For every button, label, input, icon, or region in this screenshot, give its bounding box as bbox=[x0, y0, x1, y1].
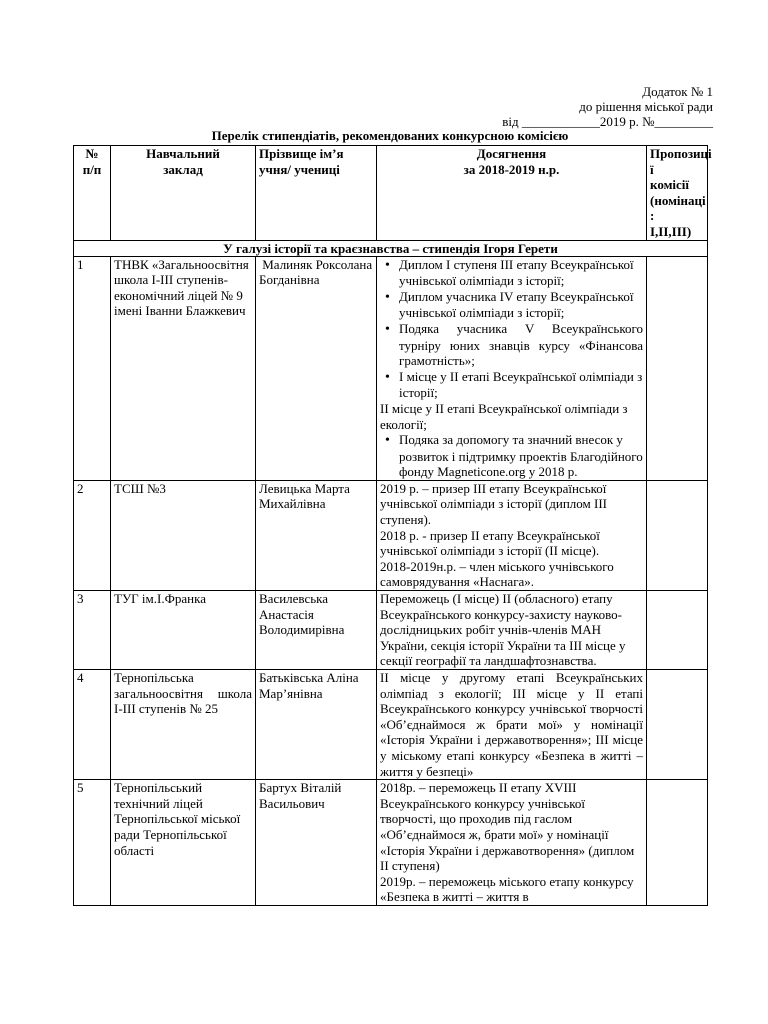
row-number: 4 bbox=[74, 670, 111, 780]
achievement-item: 2018р. – переможець ІІ етапу XVIII Всеукраїнського конкурсу учнівської творчості, що проходив під гаслом «Об’єднаймося ж, брати мої» у номінації «Історія України і державотворення» (диплом ІІ ступеня) bbox=[380, 780, 635, 874]
achievements-cell: ІІ місце у другому етапі Всеукраїнських олімпіад з екології; ІІІ місце у ІІ етапі Всеукраїнського конкурсу учнівської творчості «Об’єднаймося ж брати мої» у номінації «Історія України і державотворення»; ІІІ місце у міському етапі конкурсу «Безпека в житті – життя у безпеці» bbox=[377, 670, 647, 780]
col-header-proposal: Пропозиці ї комісії (номінаці : І,ІІ,ІІІ) bbox=[647, 146, 708, 241]
table-row bbox=[74, 780, 708, 906]
achievement-item: 2019 р. – призер ІІІ етапу Всеукраїнської учнівської олімпіади з історії (диплом ІІІ ступеня). bbox=[380, 480, 608, 528]
achievements-cell bbox=[377, 256, 647, 480]
student-name-cell: Малиняк Роксолана Богданівна bbox=[256, 256, 377, 480]
achievements-cell bbox=[377, 780, 647, 906]
col-header-school: Навчальний заклад bbox=[111, 146, 256, 241]
table-row bbox=[74, 256, 708, 480]
achievement-item: • Подяка за допомогу та значний внесок у розвиток і підтримку проектів Благодійного фонду Magneticone.org у 2018 р. bbox=[380, 432, 643, 480]
scholarship-table bbox=[73, 145, 712, 906]
section-row bbox=[74, 240, 708, 256]
table-row bbox=[74, 480, 708, 590]
date-number-line: від ____________2019 р. №_________ bbox=[502, 114, 713, 129]
table-row bbox=[74, 591, 708, 670]
section-title: У галузі історії та краєзнавства – стипендія Ігоря Герети bbox=[74, 240, 708, 256]
proposal-cell bbox=[647, 480, 708, 590]
col-header-name: Прізвище ім’я учня/ учениці bbox=[256, 146, 377, 241]
document-header bbox=[502, 84, 713, 129]
row-number: 1 bbox=[74, 256, 111, 480]
col-header-achievements: Досягнення за 2018-2019 н.р. bbox=[377, 146, 647, 241]
school-cell: ТСШ №3 bbox=[111, 480, 256, 590]
student-name-cell: Бартух Віталій Васильович bbox=[256, 780, 377, 906]
student-name-cell: Василевська Анастасія Володимирівна bbox=[256, 591, 377, 670]
proposal-cell bbox=[647, 591, 708, 670]
student-name-cell: Батьківська Аліна Мар’янівна bbox=[256, 670, 377, 780]
achievements-cell bbox=[377, 480, 647, 590]
achievements-cell: Переможець (І місце) ІІ (обласного) етапу Всеукраїнського конкурсу-захисту науково-дослідницьких робіт учнів-членів МАН України, секція історії України та ІІІ місце у секції географії та ландшафтознавства. bbox=[377, 591, 647, 670]
school-cell: Тернопільський технічний ліцей Тернопільської міської ради Тернопільської області bbox=[111, 780, 256, 906]
student-name-cell: Левицька Марта Михайлівна bbox=[256, 480, 377, 590]
achievement-item: • І місце у ІІ етапі Всеукраїнської олімпіади з історії; bbox=[380, 369, 643, 401]
table-row bbox=[74, 670, 708, 780]
col-header-number: № п/п bbox=[74, 146, 111, 241]
achievement-item: 2019р. – переможець міського етапу конкурсу «Безпека в житті – життя в bbox=[380, 873, 634, 905]
proposal-cell bbox=[647, 670, 708, 780]
school-cell: ТНВК «Загальноосвітня школа І-ІІІ ступенів-економічний ліцей № 9 імені Іванни Блажкевич bbox=[111, 256, 256, 480]
proposal-cell bbox=[647, 780, 708, 906]
achievement-item: 2018 р. - призер ІІ етапу Всеукраїнської учнівської олімпіади з історії (ІІ місце). bbox=[380, 527, 600, 559]
achievement-item: 2018-2019н.р. – член міського учнівського самоврядування «Наснага». bbox=[380, 558, 614, 590]
table-header-row bbox=[74, 146, 708, 241]
achievement-item: • Диплом учасника ІV етапу Всеукраїнської учнівської олімпіади з історії; bbox=[380, 289, 643, 321]
document-title: Перелік стипендіатів, рекомендованих конкурсною комісією bbox=[211, 128, 569, 143]
proposal-cell bbox=[647, 256, 708, 480]
appendix-label: Додаток № 1 bbox=[642, 84, 713, 99]
achievement-item: • Подяка учасника V Всеукраїнського турніру юних знавців курсу «Фінансова грамотність»; bbox=[380, 321, 643, 369]
school-cell: Тернопільська загальноосвітня школа І-ІІІ ступенів № 25 bbox=[111, 670, 256, 780]
school-cell: ТУГ ім.І.Франка bbox=[111, 591, 256, 670]
decision-label: до рішення міської ради bbox=[579, 99, 713, 114]
row-number: 2 bbox=[74, 480, 111, 590]
row-number: 5 bbox=[74, 780, 111, 906]
achievement-item: ІІ місце у ІІ етапі Всеукраїнської олімпіади з екології; bbox=[380, 400, 628, 432]
row-number: 3 bbox=[74, 591, 111, 670]
achievement-item: • Диплом І ступеня ІІІ етапу Всеукраїнської учнівської олімпіади з історії; bbox=[380, 257, 643, 289]
